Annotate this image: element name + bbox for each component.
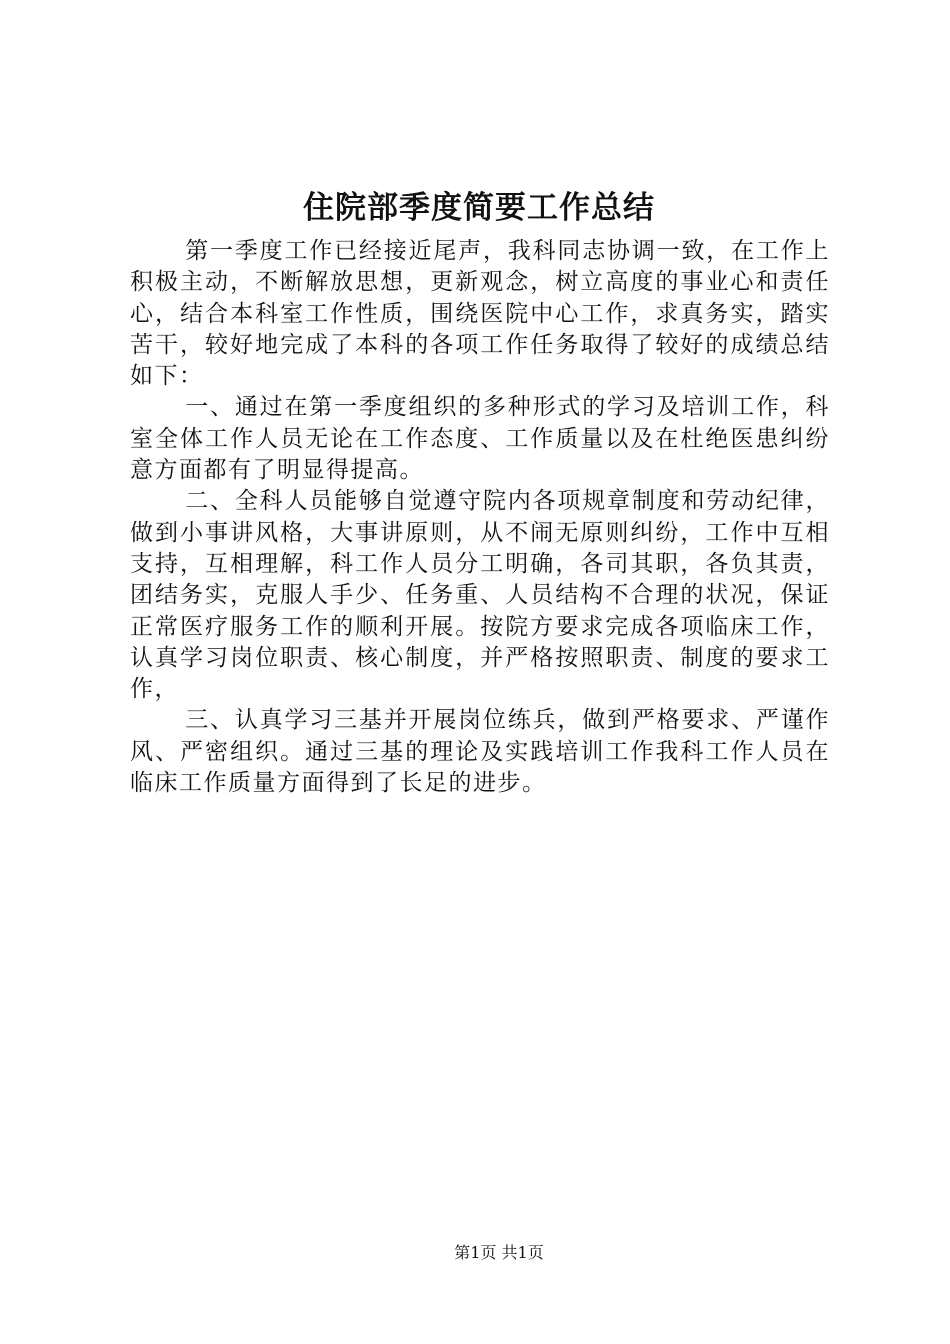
paragraph-item-2: 二、全科人员能够自觉遵守院内各项规章制度和劳动纪律，做到小事讲风格，大事讲原则，从不闹无原则纠纷，工作中互相支持，互相理解，科工作人员分工明确，各司其职，各负其责，团结务实，克服人手少、任务重、人员结构不合理的状况，保证正常医疗服务工作的顺利开展。按院方要求完成各项临床工作，认真学习岗位职责、核心制度，并严格按照职责、制度的要求工作，: [130, 488, 830, 703]
document-title: 住院部季度简要工作总结: [303, 190, 655, 226]
paragraph-intro: 第一季度工作已经接近尾声，我科同志协调一致，在工作上积极主动，不断解放思想，更新观念，树立高度的事业心和责任心，结合本科室工作性质，围绕医院中心工作，求真务实，踏实苦干，较好地完成了本科的各项工作任务取得了较好的成绩总结如下：: [130, 238, 830, 390]
page-footer: 第1页 共1页: [454, 1243, 544, 1262]
document-body: [130, 236, 830, 799]
paragraph-item-3: 三、认真学习三基并开展岗位练兵，做到严格要求、严谨作风、严密组织。通过三基的理论及实践培训工作我科工作人员在临床工作质量方面得到了长足的进步。: [130, 707, 830, 797]
paragraph-item-1: 一、通过在第一季度组织的多种形式的学习及培训工作，科室全体工作人员无论在工作态度、工作质量以及在杜绝医患纠纷意方面都有了明显得提高。: [130, 394, 830, 484]
